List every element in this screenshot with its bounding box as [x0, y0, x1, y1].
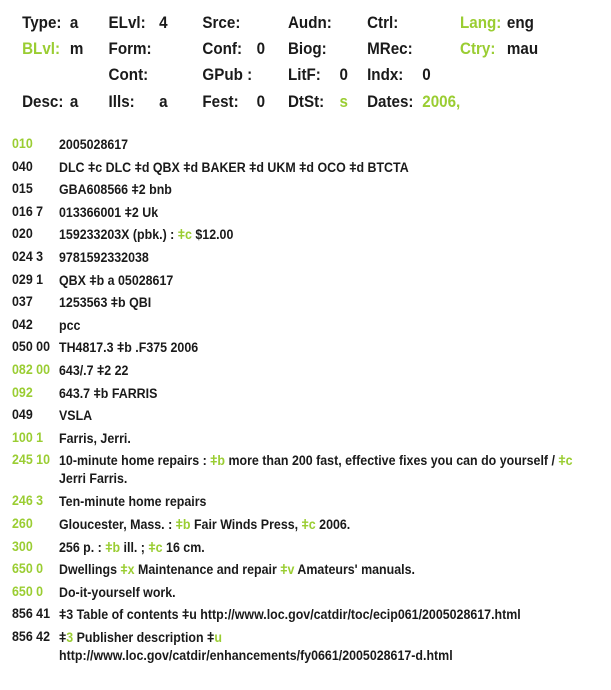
- marc-field-row: [12, 181, 602, 204]
- field-text: Ten-minute home repairs: [59, 494, 207, 510]
- ff-conf-value: 0: [256, 40, 266, 58]
- field-text: 256 p. :: [59, 539, 106, 555]
- marc-field-row: [12, 362, 602, 385]
- ff-audn-label: Audn:: [287, 14, 332, 32]
- ff-dtst-value: s: [339, 93, 348, 111]
- ff-type-label: Type:: [22, 14, 62, 32]
- subfield-code: ǂb: [105, 539, 121, 555]
- ff-elvl-value: 4: [159, 14, 168, 32]
- marc-tag: 100 1: [12, 429, 44, 445]
- marc-field-value: [59, 339, 574, 357]
- marc-tag: 020: [12, 226, 33, 242]
- marc-field-row: [12, 629, 602, 670]
- subfield-code: ǂb: [210, 453, 226, 469]
- ff-indx-label: Indx:: [367, 66, 404, 84]
- fixed-fields: [0, 0, 562, 120]
- field-text: Amateurs' manuals.: [294, 562, 415, 578]
- marc-field-row: [12, 606, 602, 629]
- marc-tag: 029 1: [12, 271, 44, 287]
- ff-blvl-value: m: [69, 40, 84, 58]
- marc-tag: 024 3: [12, 248, 44, 264]
- field-text: TH4817.3 ǂb .F375 2006: [59, 340, 199, 356]
- field-text: Publisher description ǂ: [73, 629, 215, 645]
- marc-tag: 246 3: [12, 493, 44, 509]
- marc-tag: 856 41: [12, 606, 50, 622]
- marc-field-row: [12, 430, 602, 453]
- field-text: 16 cm.: [162, 539, 205, 555]
- field-text: 159233203X (pbk.) :: [59, 227, 178, 243]
- marc-field-row: [12, 204, 602, 227]
- field-text: 10-minute home repairs :: [59, 453, 211, 469]
- marc-tag: 300: [12, 538, 33, 554]
- field-text: Do-it-yourself work.: [59, 584, 176, 600]
- ff-type-value: a: [69, 14, 79, 32]
- field-text: 013366001 ǂ2 Uk: [59, 204, 159, 220]
- marc-field-value: [59, 539, 574, 557]
- marc-field-row: [12, 294, 602, 317]
- marc-field-value: [59, 317, 574, 335]
- field-text: QBX ǂb a 05028617: [59, 272, 174, 288]
- marc-tag: 042: [12, 316, 33, 332]
- marc-field-value: [59, 452, 574, 488]
- marc-field-row: [12, 584, 602, 607]
- ff-ctry-value: mau: [506, 40, 539, 58]
- marc-field-row: [12, 407, 602, 430]
- marc-field-row: [12, 317, 602, 340]
- ff-conf-label: Conf:: [202, 40, 243, 58]
- marc-field-value: [59, 226, 574, 244]
- field-text: 2005028617: [59, 137, 129, 152]
- marc-field-value: [59, 516, 574, 534]
- field-text: 1253563 ǂb QBI: [59, 295, 152, 311]
- ff-srce-label: Srce:: [202, 14, 241, 32]
- marc-field-row: [12, 452, 602, 493]
- marc-field-row: [12, 516, 602, 539]
- ff-mrec-label: MRec:: [367, 40, 413, 58]
- subfield-code: ǂv: [280, 562, 295, 578]
- field-text: ill. ;: [120, 539, 149, 555]
- marc-tag: 650 0: [12, 561, 44, 577]
- marc-tag: 082 00: [12, 361, 50, 377]
- subfield-code: ǂx: [120, 562, 135, 578]
- marc-field-row: [12, 539, 602, 562]
- marc-field-row: [12, 385, 602, 408]
- field-text: Fair Winds Press,: [190, 516, 302, 532]
- marc-field-value: [59, 493, 574, 511]
- ff-litf-label: LitF:: [287, 66, 321, 84]
- ff-gpub-label: GPub :: [202, 66, 253, 84]
- ff-fest-label: Fest:: [202, 93, 239, 111]
- marc-field-row: [12, 272, 602, 295]
- marc-field-value: [59, 584, 574, 602]
- field-text: GBA608566 ǂ2 bnb: [59, 182, 172, 198]
- field-text: more than 200 fast, effective fixes you can do yourself /: [225, 453, 559, 469]
- ff-fest-value: 0: [256, 93, 266, 111]
- field-text: ǂ3 Table of contents ǂu http://www.loc.gov/catdir/toc/ecip061/2005028617.html: [59, 607, 521, 623]
- subfield-code: u: [214, 629, 222, 645]
- marc-field-value: [59, 606, 574, 624]
- variable-fields: [12, 136, 602, 670]
- marc-field-value: [59, 249, 574, 267]
- ff-blvl-label: BLvl:: [22, 40, 61, 58]
- ff-ctry-label: Ctry:: [460, 40, 496, 58]
- marc-tag: 015: [12, 181, 33, 197]
- field-text: Farris, Jerri.: [59, 430, 131, 446]
- ff-dates-value: 2006,: [422, 93, 461, 111]
- marc-tag: 049: [12, 407, 33, 423]
- marc-tag: 016 7: [12, 203, 44, 219]
- marc-field-value: [59, 136, 574, 154]
- marc-tag: 650 0: [12, 583, 44, 599]
- ff-lang-label: Lang:: [460, 14, 502, 32]
- marc-field-row: [12, 339, 602, 362]
- marc-field-value: [59, 204, 574, 222]
- subfield-code: ǂc: [558, 453, 573, 469]
- field-text: http://www.loc.gov/catdir/enhancements/fy0661/2005028617-d.html: [59, 647, 453, 663]
- marc-field-value: [59, 629, 574, 665]
- marc-tag: 092: [12, 384, 33, 400]
- marc-field-value: [59, 561, 574, 579]
- marc-field-value: [59, 272, 574, 290]
- marc-field-row: [12, 561, 602, 584]
- field-text: Maintenance and repair: [134, 562, 281, 578]
- field-text: pcc: [59, 317, 81, 333]
- ff-desc-value: a: [69, 93, 79, 111]
- ff-biog-label: Biog:: [287, 40, 327, 58]
- marc-tag: 040: [12, 158, 33, 174]
- subfield-code: 3: [66, 629, 74, 645]
- subfield-code: ǂc: [301, 516, 316, 532]
- ff-ills-value: a: [159, 93, 168, 111]
- marc-tag: 856 42: [12, 628, 50, 644]
- ff-cont-label: Cont:: [108, 66, 149, 84]
- ff-dtst-label: DtSt:: [287, 93, 325, 111]
- subfield-code: ǂb: [175, 516, 191, 532]
- ff-indx-value: 0: [422, 66, 431, 84]
- field-text: 643.7 ǂb FARRIS: [59, 385, 158, 401]
- marc-tag: 050 00: [12, 339, 50, 355]
- ff-elvl-label: ELvl:: [108, 14, 146, 32]
- field-text: $12.00: [191, 227, 234, 243]
- subfield-code: ǂc: [148, 539, 163, 555]
- marc-field-value: [59, 294, 574, 312]
- marc-field-value: [59, 385, 574, 403]
- marc-tag: 010: [12, 136, 33, 151]
- marc-tag: 037: [12, 294, 33, 310]
- subfield-code: ǂc: [177, 227, 192, 243]
- marc-field-value: [59, 430, 574, 448]
- ff-lang-value: eng: [506, 14, 534, 32]
- field-text: Dwellings: [59, 562, 121, 578]
- field-text: DLC ǂc DLC ǂd QBX ǂd BAKER ǂd UKM ǂd OCO ǂd BTCTA: [59, 159, 409, 175]
- ff-ctrl-label: Ctrl:: [367, 14, 399, 32]
- field-text: 643/.7 ǂ2 22: [59, 362, 129, 378]
- ff-litf-value: 0: [339, 66, 348, 84]
- ff-form-label: Form:: [108, 40, 152, 58]
- marc-field-value: [59, 181, 574, 199]
- ff-desc-label: Desc:: [22, 93, 64, 111]
- field-text: Gloucester, Mass. :: [59, 516, 176, 532]
- marc-field-value: [59, 407, 574, 425]
- marc-tag: 260: [12, 515, 33, 531]
- field-text: VSLA: [59, 408, 93, 424]
- marc-field-row: [12, 493, 602, 516]
- field-text: ǂ: [59, 629, 67, 645]
- marc-field-value: [59, 362, 574, 380]
- field-text: 9781592332038: [59, 249, 149, 265]
- ff-dates-label: Dates:: [367, 93, 414, 111]
- ff-ills-label: Ills:: [108, 93, 135, 111]
- marc-field-row: [12, 249, 602, 272]
- field-text: Jerri Farris.: [59, 471, 128, 487]
- marc-tag: 245 10: [12, 452, 50, 468]
- field-text: 2006.: [315, 516, 351, 532]
- marc-field-value: [59, 159, 574, 177]
- marc-field-row: [12, 159, 602, 182]
- marc-field-row: [12, 136, 602, 159]
- marc-field-row: [12, 226, 602, 249]
